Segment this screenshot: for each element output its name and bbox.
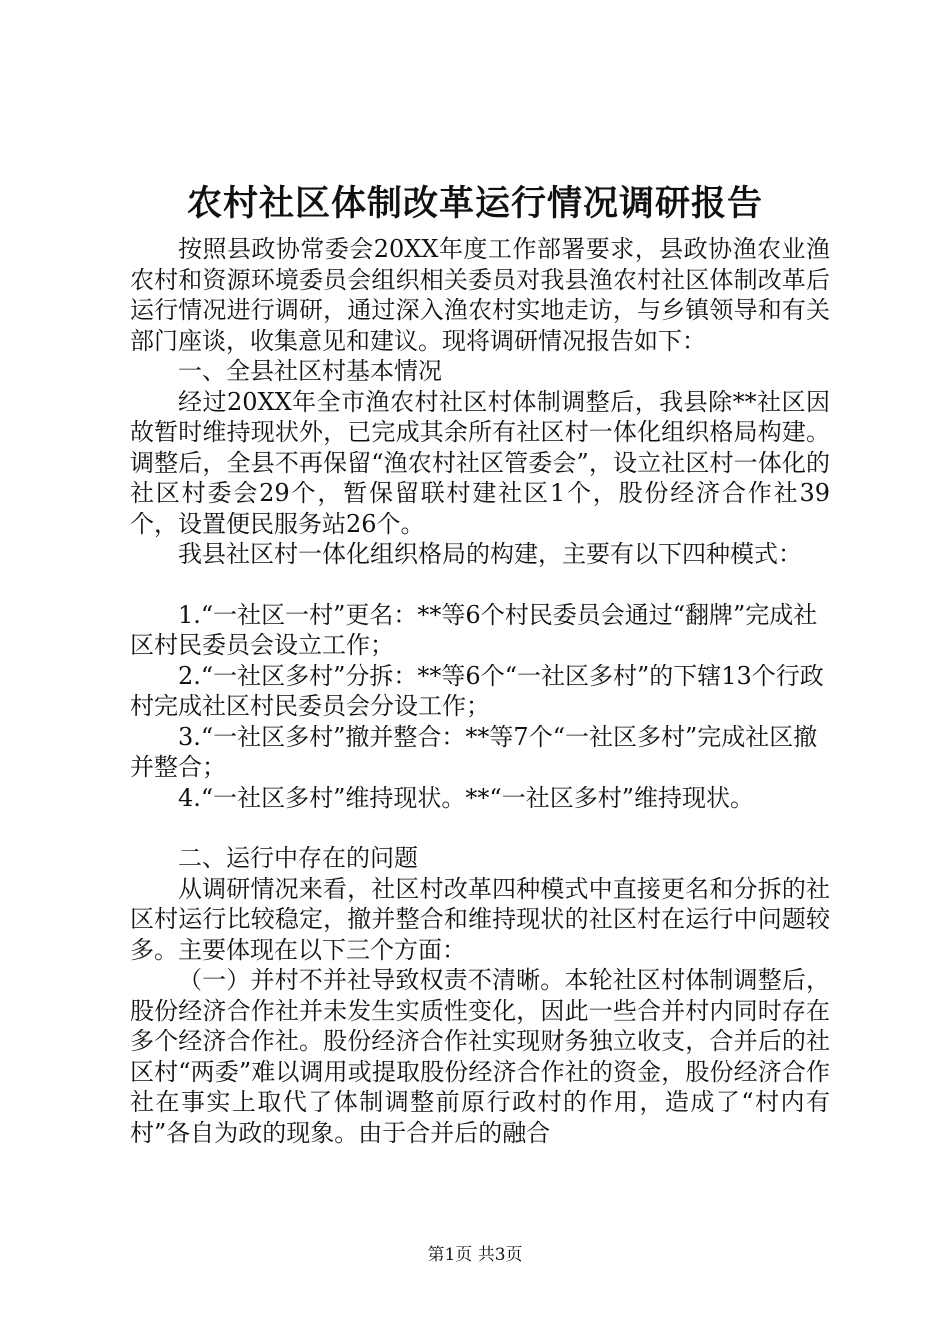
paragraph-problems-overview: 从调研情况来看，社区村改革四种模式中直接更名和分拆的社区村运行比较稳定，撤并整合和维持现状的社区村在运行中问题较多。主要体现在以下三个方面：: [130, 874, 830, 964]
section-heading-2: 二、运行中存在的问题: [178, 844, 418, 872]
paragraph-basic-situation: 经过20XX年全市渔农村社区村体制调整后，我县除**社区因故暂时维持现状外，已完成其余所有社区村一体化组织格局构建。调整后，全县不再保留“渔农村社区管委会”，设立社区村一体化的社区村委会29个，暂保留联村建社区1个，股份经济合作社39个，设置便民服务站26个。: [130, 387, 830, 538]
mode-item-3: 3.“一社区多村”撤并整合：**等7个“一社区多村”完成社区撤并整合；: [130, 722, 818, 781]
blank-line: [130, 570, 830, 600]
section-heading-1: 一、全县社区村基本情况: [178, 357, 442, 385]
page-number-footer: 第1页 共3页: [427, 1245, 523, 1265]
intro-paragraph: 按照县政协常委会20XX年度工作部署要求，县政协渔农业渔农村和资源环境委员会组织相关委员对我县渔农村社区体制改革后运行情况进行调研，通过深入渔农村实地走访，与乡镇领导和有关部门座谈，收集意见和建议。现将调研情况报告如下：: [130, 235, 830, 355]
mode-item-1: 1.“一社区一村”更名：**等6个村民委员会通过“翻牌”完成社区村民委员会设立工作；: [130, 600, 818, 659]
mode-item-2: 2.“一社区多村”分拆：**等6个“一社区多村”的下辖13个行政村完成社区村民委员会分设工作；: [130, 661, 824, 720]
blank-line: [130, 813, 830, 843]
paragraph-four-modes: 我县社区村一体化组织格局的构建，主要有以下四种模式：: [178, 540, 802, 568]
document-title: 农村社区体制改革运行情况调研报告: [186, 183, 763, 224]
mode-item-4: 4.“一社区多村”维持现状。**“一社区多村”维持现状。: [178, 783, 754, 812]
paragraph-problem-1: （一）并村不并社导致权责不清晰。本轮社区村体制调整后，股份经济合作社并未发生实质性变化，因此一些合并村内同时存在多个经济合作社。股份经济合作社实现财务独立收支，合并后的社区村“两委”难以调用或提取股份经济合作社的资金，股份经济合作社在事实上取代了体制调整前原行政村的作用，造成了“村内有村”各自为政的现象。由于合并后的融合: [130, 966, 830, 1147]
document-body: [130, 234, 830, 1148]
